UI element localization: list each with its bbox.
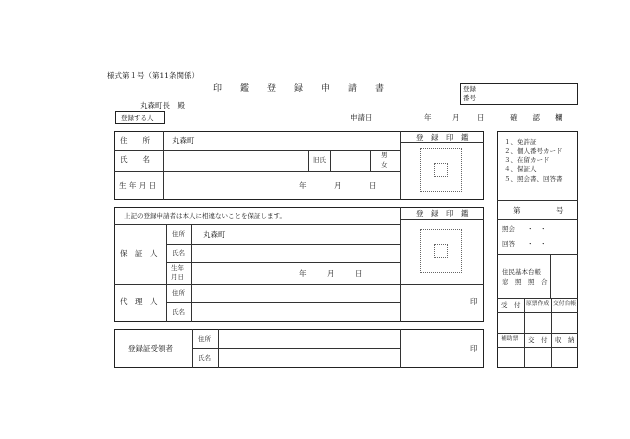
applicant-birth-year: 年 [299,181,307,190]
recipient-address-label: 住所 [198,335,211,343]
agent-name-label: 氏名 [172,308,185,316]
applicant-birth-month: 月 [334,181,342,190]
addressee: 丸森町長 殿 [140,101,185,110]
agent-seal-mark: 印 [470,297,478,306]
guarantor-birth-year: 年 [299,269,307,278]
guarantor-label: 保 証 人 [120,249,158,258]
applicant-name-label: 氏 名 [120,155,150,164]
recipient-name-field[interactable] [219,349,399,367]
registry-line-2: 窓 照 照 合 [502,278,548,286]
app-day: 日 [477,113,485,122]
payment-cell: 収 納 [555,336,575,344]
recipient-address-field[interactable] [219,330,399,347]
applicant-birth-day: 日 [369,181,377,190]
old-name-label: 旧氏 [313,156,326,164]
guarantee-statement: 上記の登録申請者は本人に相違ないことを保証します。 [124,212,286,220]
guarantor-birth-label-1: 生年 [171,264,184,272]
confirm-item-1[interactable]: １、免許証 [504,138,537,146]
recipient-name-label: 氏名 [198,354,211,362]
old-name-field[interactable] [331,151,369,170]
guarantor-birth-label-2: 月日 [171,273,184,281]
applicant-seal-inner [434,163,448,177]
agent-name-field[interactable] [192,303,399,321]
guarantor-address-value[interactable]: 丸森町 [203,230,226,239]
form-title: 印 鑑 登 録 申 請 書 [213,84,385,94]
app-month: 月 [452,113,460,122]
auxiliary-cell: 補助票 [501,336,519,342]
confirm-item-4[interactable]: ４、保証人 [504,165,537,173]
agent-label: 代 理 人 [120,297,158,306]
registration-number-box[interactable] [460,83,578,105]
confirm-column-title: 確 認 欄 [510,113,563,122]
agent-address-field[interactable] [192,285,399,301]
agent-address-label: 住所 [172,289,185,297]
application-date-label: 申請日 [350,113,373,122]
guarantor-seal-header: 登 録 印 鑑 [416,209,469,218]
guarantor-birth-day: 日 [355,269,363,278]
recipient-label: 登録証受領者 [128,344,173,353]
number-suffix: 号 [556,206,564,215]
answer-dots: ・ ・ [527,240,547,248]
reg-no-label-2: 番号 [463,94,476,102]
form-number: 様式第１号（第11条関係） [107,71,200,80]
applicant-birth-label: 生 年 月 日 [119,181,157,190]
answer-label: 回答 [502,240,515,248]
app-year: 年 [424,113,432,122]
guarantor-name-label: 氏名 [172,249,185,257]
female-option[interactable]: 女 [381,161,388,169]
issue-ledger-cell: 交付台帳 [553,301,577,307]
reg-no-label-1: 登録 [463,85,476,93]
delivery-cell: 交 付 [528,336,548,344]
confirm-item-5[interactable]: ５、照会書、回答書 [504,175,563,183]
confirm-item-3[interactable]: ３、在留カード [504,156,550,164]
confirm-item-2[interactable]: ２、個人番号カード [504,147,563,155]
inquiry-label: 照会 [502,225,515,233]
recipient-seal-mark: 印 [470,344,478,353]
applicant-tag: 登録する人 [115,111,165,124]
male-option[interactable]: 男 [381,151,388,159]
applicant-name-field[interactable] [164,151,307,170]
applicant-address-label: 住 所 [120,136,150,145]
number-label: 第 [513,206,521,215]
reception-cell: 受 付 [501,301,521,309]
registry-line-1: 住民基本台帳 [502,268,541,276]
applicant-seal-header: 登 録 印 鑑 [416,133,469,142]
guarantor-address-label: 住所 [172,230,185,238]
applicant-address-value[interactable]: 丸森町 [172,136,195,145]
inquiry-dots: ・ ・ [527,225,547,233]
original-creation-cell: 原票作成 [526,301,550,307]
guarantor-name-field[interactable] [192,245,399,261]
guarantor-birth-month: 月 [327,269,335,278]
guarantor-seal-inner [434,244,448,258]
